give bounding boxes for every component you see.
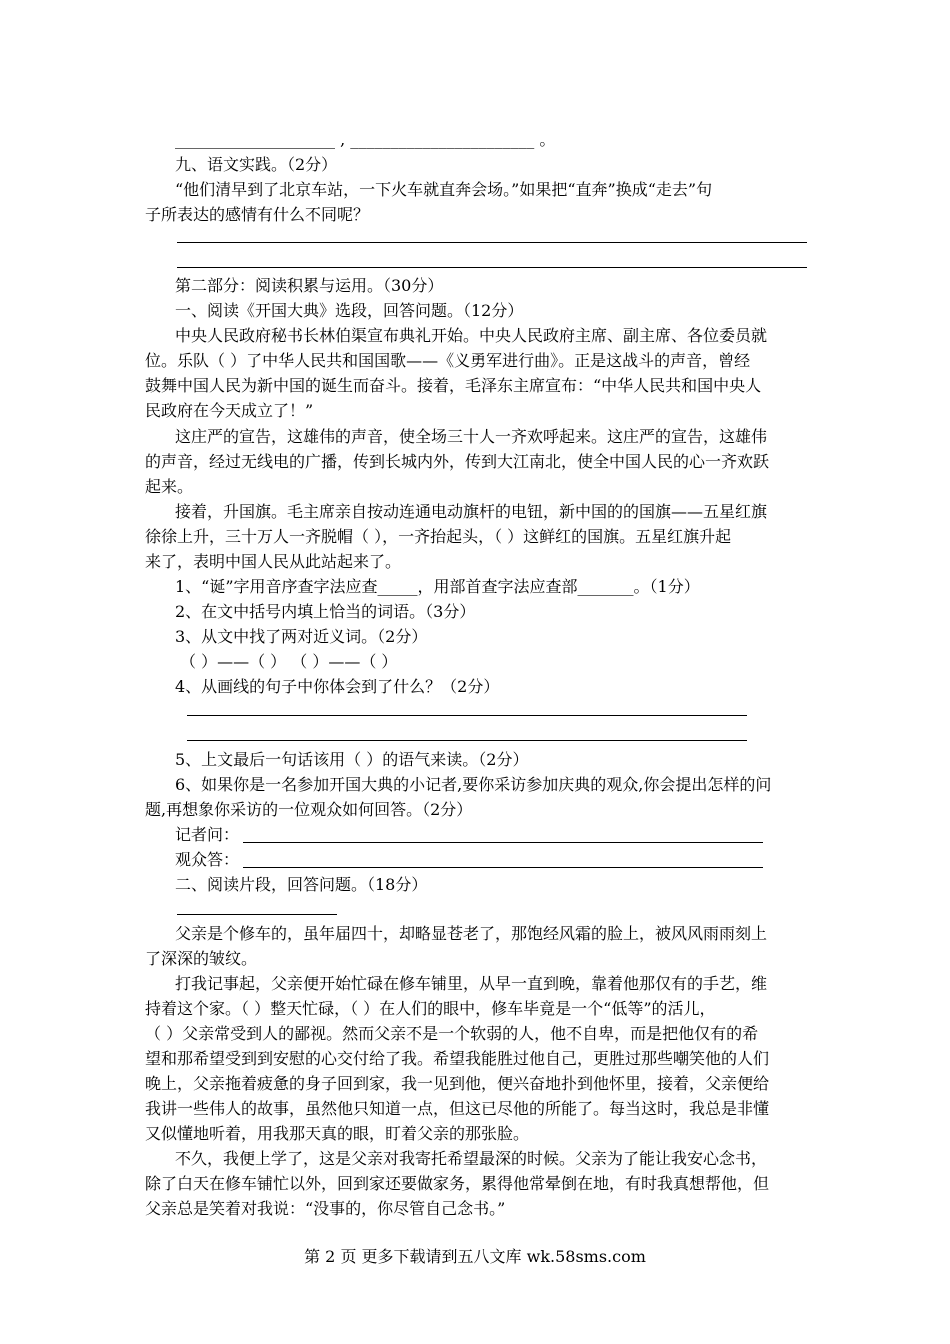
- section9-question-line2: 子所表达的感情有什么不同呢？: [145, 205, 370, 224]
- paragraph-line: 徐徐上升，三十万人一齐脱帽（ ），一齐抬起头，（ ）这鲜红的国旗。五星红旗升起: [145, 527, 732, 546]
- paragraph-line: 鼓舞中国人民为新中国的诞生而奋斗。接着，毛泽东主席宣布：“中华人民共和国中央人: [145, 376, 762, 395]
- paragraph-line: 位。乐队（ ）了中华人民共和国国歌——《义勇军进行曲》。正是这战斗的声音，曾经: [145, 351, 751, 370]
- answer-line: [177, 242, 807, 243]
- paragraph-line: 接着，升国旗。毛主席亲自按动连通电动旗杆的电钮，新中国的的国旗——五星红旗: [175, 502, 768, 521]
- paragraph-line: 的声音，经过无线电的广播，传到长城内外，传到大江南北，使全中国人民的心一齐欢跃: [145, 452, 770, 471]
- section9-question-line1: “他们清早到了北京车站，一下火车就直奔会场。”如果把“直奔”换成“走去”句: [175, 180, 713, 199]
- answer-line: [187, 740, 747, 741]
- paragraph-line: 除了白天在修车铺忙以外，回到家还要做家务，累得他常晕倒在地，有时我真想帮他，但: [145, 1174, 770, 1193]
- paragraph-line: 父亲总是笑着对我说：“没事的，你尽管自己念书。”: [145, 1199, 506, 1218]
- paragraph-line: 望和那希望受到到安慰的心交付给了我。希望我能胜过他自己，更胜过那些嘲笑他的人们: [145, 1049, 770, 1068]
- paragraph-line: 这庄严的宣告，这雄伟的声音，使全场三十人一齐欢呼起来。这庄严的宣告，这雄伟: [175, 427, 768, 446]
- reading1-heading: 一、阅读《开国大典》选段，回答问题。（12分）: [175, 301, 524, 320]
- question-5: 5、上文最后一句话该用（ ）的语气来读。（2分）: [175, 750, 529, 769]
- question-3-blanks: （ ）——（ ） （ ）——（ ）: [180, 652, 398, 671]
- audience-label: 观众答：: [175, 850, 240, 869]
- paragraph-line: 了深深的皱纹。: [145, 949, 258, 968]
- section9-heading: 九、语文实践。（2分）: [175, 155, 338, 174]
- question-6-line1: 6、如果你是一名参加开国大典的小记者,要你采访参加庆典的观众,你会提出怎样的问: [175, 775, 772, 794]
- paragraph-line: 起来。: [145, 477, 194, 496]
- paragraph-line: 又似懂地听着，用我那天真的眼，盯着父亲的那张脸。: [145, 1124, 530, 1143]
- question-1: 1、“诞”字用音序查字法应查_____，用部首查字法应查部_______。（1分）: [175, 577, 700, 596]
- paragraph-line: 不久，我便上学了，这是父亲对我寄托希望最深的时候。父亲为了能让我安心念书，: [175, 1149, 768, 1168]
- title-blank: [177, 914, 337, 915]
- answer-line: [243, 842, 763, 843]
- paragraph-line: 中央人民政府秘书长林伯渠宣布典礼开始。中央人民政府主席、副主席、各位委员就: [175, 326, 768, 345]
- paragraph-line: （ ）父亲常受到人的鄙视。然而父亲不是一个软弱的人，他不自卑，而是把他仅有的希: [145, 1024, 759, 1043]
- paragraph-line: 持着这个家。（ ）整天忙碌，（ ）在人们的眼中，修车毕竟是一个“低等”的活儿，: [145, 999, 716, 1018]
- part2-heading: 第二部分：阅读积累与运用。（30分）: [175, 276, 444, 295]
- reading2-heading: 二、阅读片段，回答问题。（18分）: [175, 875, 428, 894]
- paragraph-line: 父亲是个修车的，虽年届四十，却略显苍老了，那饱经风霜的脸上，被风风雨雨刻上: [175, 924, 768, 943]
- question-4: 4、从画线的句子中你体会到了什么？（2分）: [175, 677, 500, 696]
- question-6-line2: 题,再想象你采访的一位观众如何回答。（2分）: [145, 800, 473, 819]
- answer-line: [187, 715, 747, 716]
- paragraph-line: 民政府在今天成立了！”: [145, 401, 314, 420]
- page-footer: 第 2 页 更多下载请到五八文库 wk.58sms.com: [304, 1247, 646, 1266]
- reporter-label: 记者问：: [175, 825, 240, 844]
- answer-blanks-top: ____________________ , _______________________ 。: [175, 130, 556, 149]
- paragraph-line: 打我记事起，父亲便开始忙碌在修车铺里，从早一直到晚，靠着他那仅有的手艺，维: [175, 974, 768, 993]
- answer-line: [177, 267, 807, 268]
- question-2: 2、在文中括号内填上恰当的词语。（3分）: [175, 602, 476, 621]
- paragraph-line: 我讲一些伟人的故事，虽然他只知道一点，但这已尽他的所能了。每当这时，我总是非懂: [145, 1099, 770, 1118]
- question-3: 3、从文中找了两对近义词。（2分）: [175, 627, 428, 646]
- answer-line: [243, 867, 763, 868]
- paragraph-line: 晚上，父亲拖着疲惫的身子回到家，我一见到他，便兴奋地扑到他怀里，接着，父亲便给: [145, 1074, 770, 1093]
- paragraph-line: 来了，表明中国人民从此站起来了。: [145, 552, 402, 571]
